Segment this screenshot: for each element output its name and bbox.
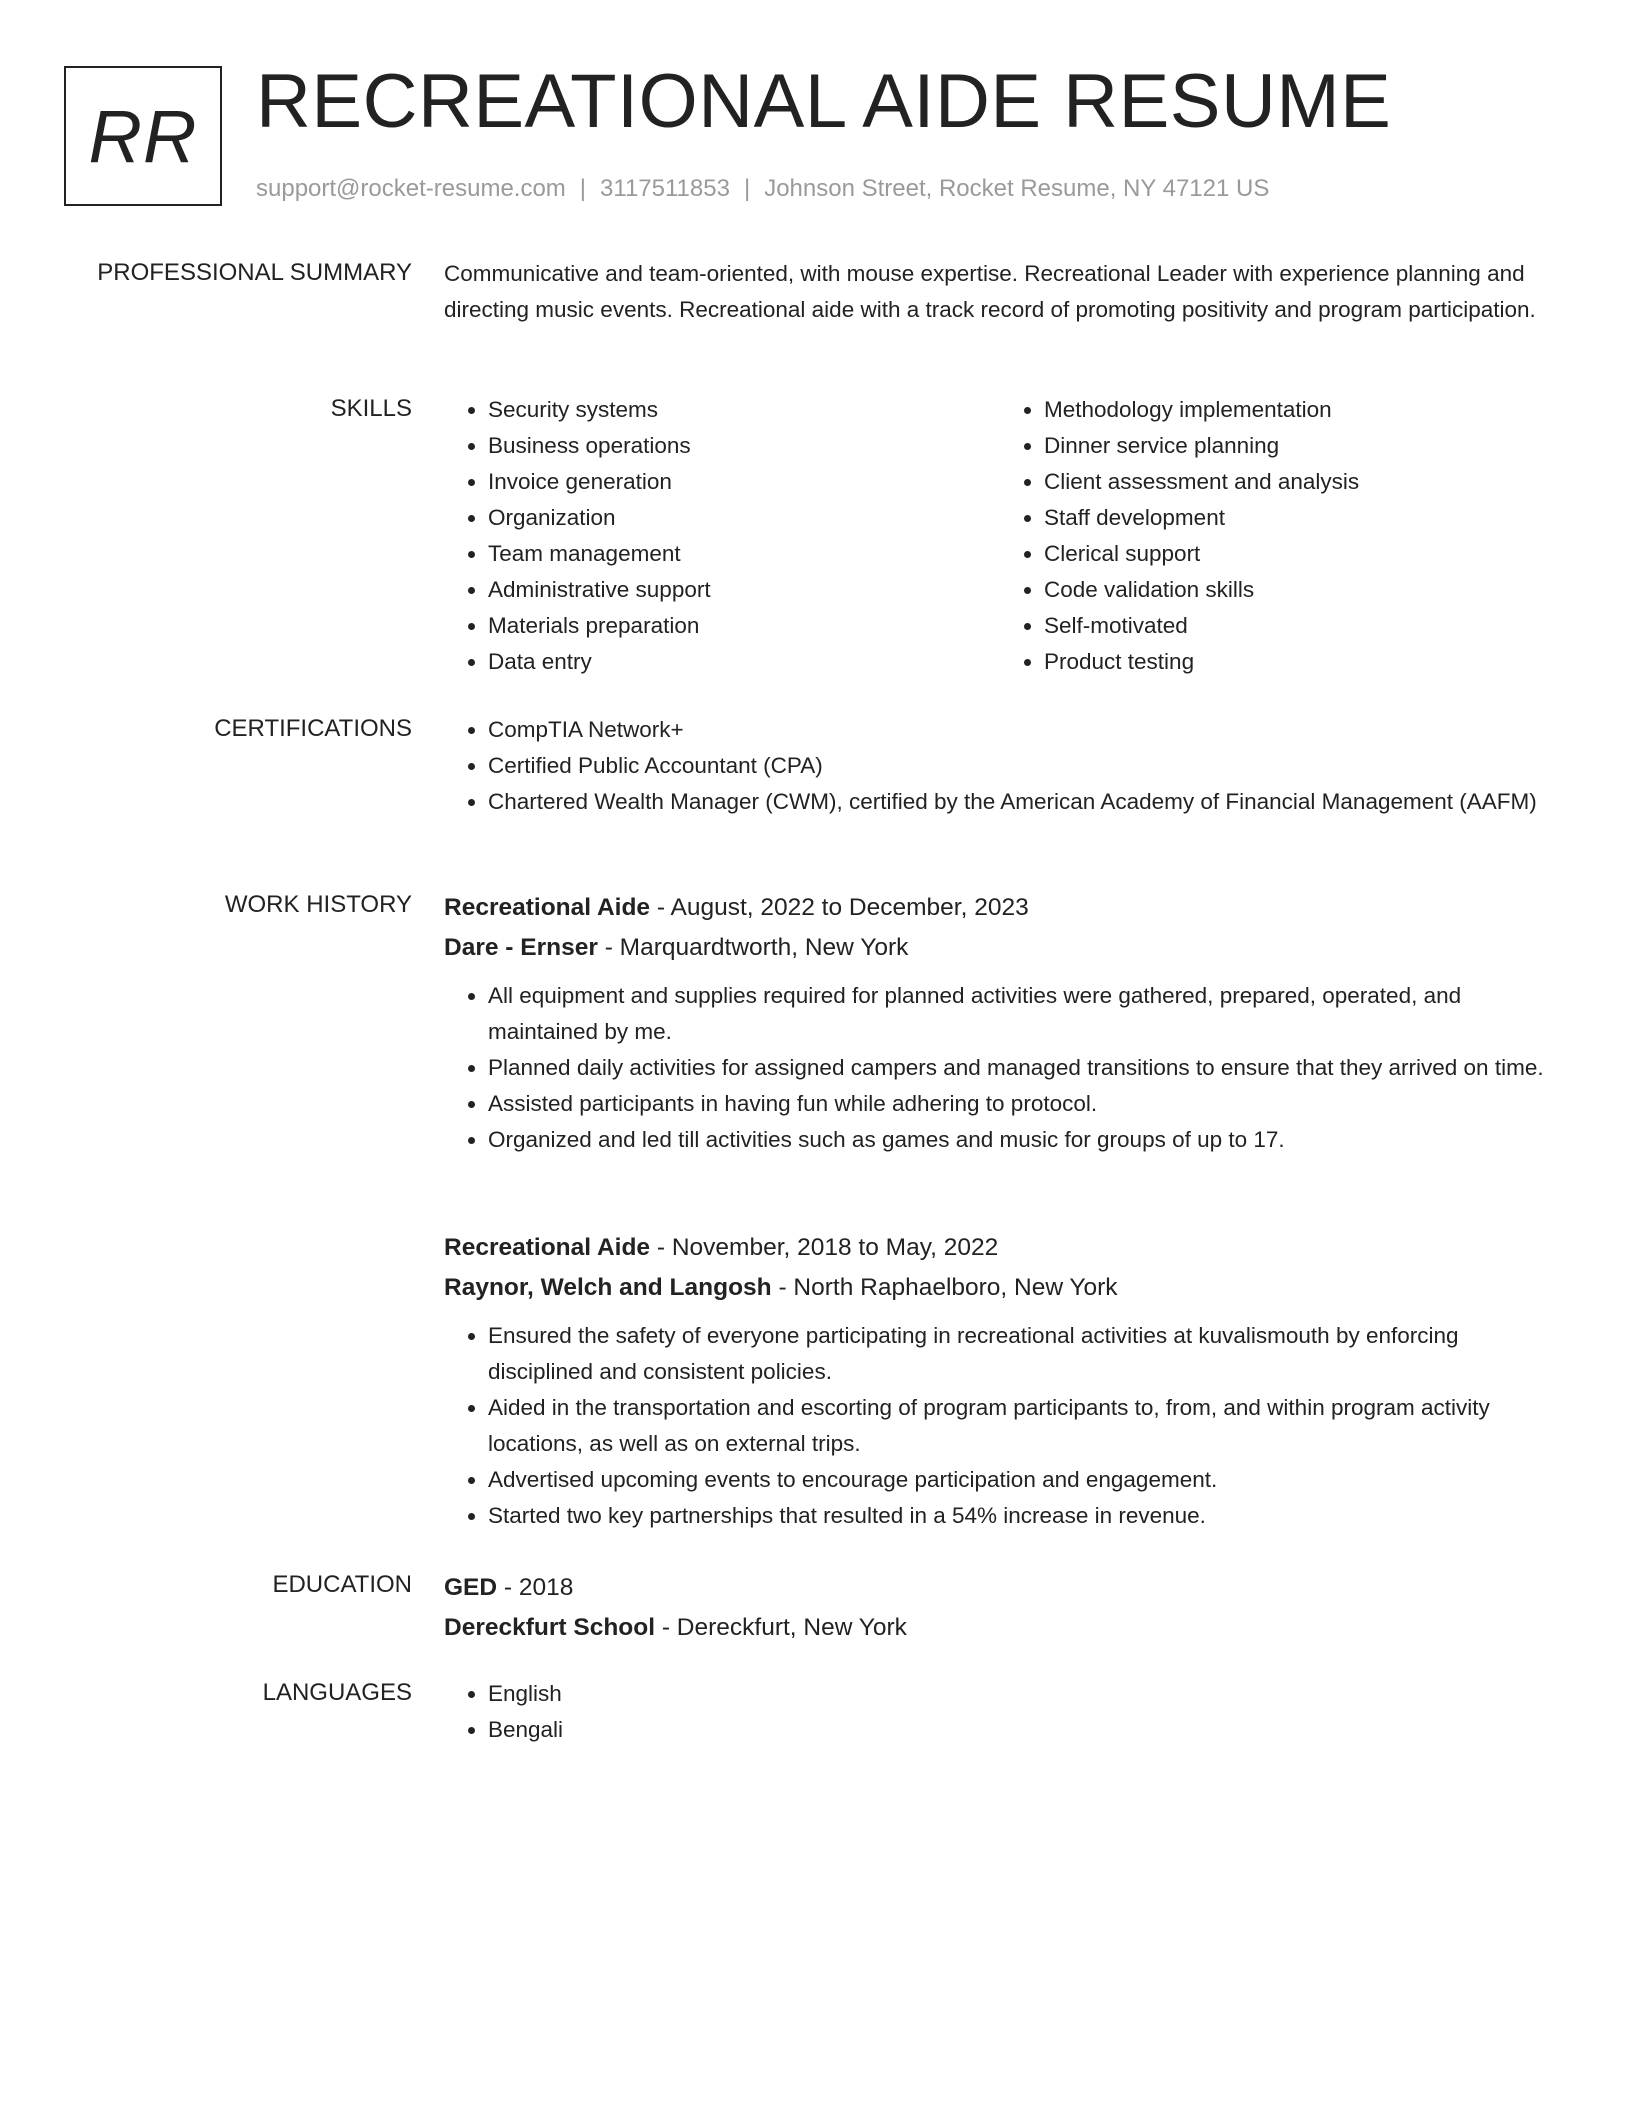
job-company-line [444,1268,1556,1308]
contact-email: support@rocket-resume.com [256,175,566,202]
languages-list [444,1676,1556,1748]
skill-item: • Administrative support [488,572,1000,608]
skill-item: • Product testing [1044,644,1556,680]
section-label: EDUCATION [272,1571,412,1598]
section-content [444,1568,1556,1648]
certifications-list [444,712,1556,820]
monogram-logo: RR [64,66,222,206]
skill-item: • Materials preparation [488,608,1000,644]
skill-item: • Business operations [488,428,1000,464]
section-content [444,1228,1556,1534]
certification-item: • CompTIA Network+ [488,712,1556,748]
skill-item: • Code validation skills [1044,572,1556,608]
skill-item: • Self-motivated [1044,608,1556,644]
job-bullet: • Organized and led till activities such as games and music for groups of up to 17. [488,1122,1556,1158]
section-label: PROFESSIONAL SUMMARY [97,259,412,286]
job-bullet: • Aided in the transportation and escorting of program participants to, from, and within program activity locations, as well as on external trips. [488,1390,1556,1462]
job-bullet: • Started two key partnerships that resulted in a 54% increase in revenue. [488,1498,1556,1534]
section-label: SKILLS [330,395,412,422]
job-dates: - November, 2018 to May, 2022 [650,1234,999,1261]
certification-item: • Chartered Wealth Manager (CWM), certified by the American Academy of Financial Management (AAFM) [488,784,1556,820]
job-company-line [444,928,1556,968]
skill-item: • Methodology implementation [1044,392,1556,428]
job-company: Raynor, Welch and Langosh [444,1274,772,1301]
section-content [444,888,1556,1158]
skill-item: • Staff development [1044,500,1556,536]
job-bullet: • All equipment and supplies required for planned activities were gathered, prepared, operated, and maintained by me. [488,978,1556,1050]
job-bullets [444,978,1556,1158]
contact-line [256,174,1269,204]
education-school-line [444,1608,1556,1648]
section-label: WORK HISTORY [224,891,412,918]
job-title: Recreational Aide [444,894,651,921]
skill-item: • Dinner service planning [1044,428,1556,464]
skills-column-2 [1000,392,1556,680]
education-year: - 2018 [497,1574,574,1601]
skill-item: • Invoice generation [488,464,1000,500]
job-title-line [444,888,1556,928]
skill-item: • Team management [488,536,1000,572]
section-label: LANGUAGES [262,1679,412,1706]
skills-grid [444,392,1556,680]
job-location: - Marquardtworth, New York [597,934,909,961]
contact-separator: | [579,175,587,202]
education-degree: GED [444,1574,498,1601]
skills-column-1 [444,392,1000,680]
section-label: CERTIFICATIONS [214,715,412,742]
section-content [444,1676,1556,1748]
job-location: - North Raphaelboro, New York [771,1274,1118,1301]
skill-item: • Client assessment and analysis [1044,464,1556,500]
job-bullet: • Assisted participants in having fun while adhering to protocol. [488,1086,1556,1122]
job-bullet: • Ensured the safety of everyone participating in recreational activities at kuvalismouth by enforcing disciplined and consistent policies. [488,1318,1556,1390]
job-entry [444,888,1556,1158]
education-school: Dereckfurt School [444,1614,656,1641]
contact-separator: | [743,175,751,202]
education-location: - Dereckfurt, New York [655,1614,907,1641]
job-bullet: • Advertised upcoming events to encourage participation and engagement. [488,1462,1556,1498]
job-company: Dare - Ernser [444,934,598,961]
section-content [444,256,1556,328]
skill-item: • Data entry [488,644,1000,680]
skill-item: • Organization [488,500,1000,536]
skill-item: • Clerical support [1044,536,1556,572]
certification-item: • Certified Public Accountant (CPA) [488,748,1556,784]
page-title: RECREATIONAL AIDE RESUME [256,59,1392,144]
job-title-line [444,1228,1556,1268]
contact-phone: 3117511853 [600,175,730,202]
language-item: • Bengali [488,1712,1556,1748]
job-entry [444,1228,1556,1534]
job-bullets [444,1318,1556,1534]
job-dates: - August, 2022 to December, 2023 [650,894,1029,921]
job-title: Recreational Aide [444,1234,651,1261]
contact-address: Johnson Street, Rocket Resume, NY 47121 US [764,175,1270,202]
skill-item: • Security systems [488,392,1000,428]
language-item: • English [488,1676,1556,1712]
education-degree-line [444,1568,1556,1608]
job-bullet: • Planned daily activities for assigned campers and managed transitions to ensure that they arrived on time. [488,1050,1556,1086]
section-content [444,712,1556,820]
summary-text: Communicative and team-oriented, with mouse expertise. Recreational Leader with experience planning and directing music events. Recreational aide with a track record of promoting positivity and program participation. [444,261,1536,322]
